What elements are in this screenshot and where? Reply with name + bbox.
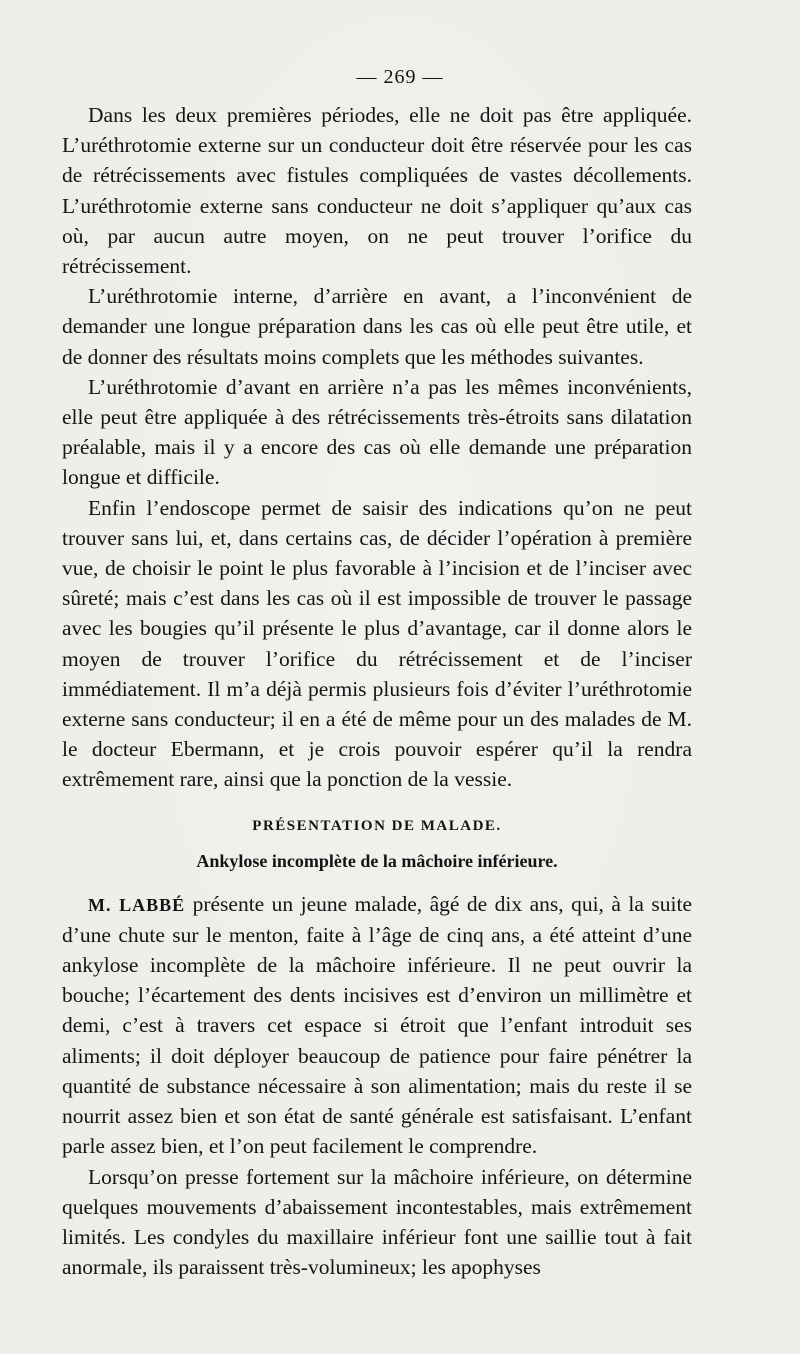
page-number: — 269 — bbox=[356, 66, 444, 88]
page-body bbox=[62, 100, 692, 1282]
paragraph: Lorsqu’on presse fortement sur la mâchoire inférieure, on détermine quelques mouvements d’abaissement incontestables, mais extrêmement limités. Les condyles du maxillaire inférieur font une saillie tout à fait anormale, ils paraissent très-volumineux; les apophyses bbox=[62, 1164, 692, 1280]
paragraph: L’uréthrotomie d’avant en arrière n’a pas les mêmes inconvénients, elle peut être appliquée à des rétrécissements très-étroits sans dilatation préalable, mais il y a encore des cas où elle demande une préparation longue et difficile. bbox=[62, 374, 692, 490]
paragraph: L’uréthrotomie interne, d’arrière en avant, a l’inconvénient de demander une longue préparation dans les cas où elle peut être utile, et de donner des résultats moins complets que les méthodes suivantes. bbox=[62, 284, 692, 369]
paragraph-text: présente un jeune malade, âgé de dix ans, qui, à la suite d’une chute sur le menton, faite à l’âge de cinq ans, a été atteint d’une ankylose incomplète de la mâchoire inférieure. Il ne peut ouvrir la bouche; l’écartement des dents incisives est d’environ un millimètre et demi, c’est à travers cet espace si étroit que l’enfant introduit ses aliments; il doit déployer beaucoup de patience pour faire pénétrer la quantité de substance nécessaire à son alimentation; mais du reste il se nourrit assez bien et son état de santé générale est satisfaisant. L’enfant parle assez bien, et l’on peut facilement le comprendre. bbox=[62, 891, 692, 1159]
paragraph bbox=[62, 889, 692, 1162]
subsection-title: Ankylose incomplète de la mâchoire inférieure. bbox=[196, 850, 558, 871]
section-title: PRÉSENTATION DE MALADE. bbox=[252, 817, 502, 834]
paragraph: Enfin l’endoscope permet de saisir des indications qu’on ne peut trouver sans lui, et, dans certains cas, de décider l’opération à première vue, de choisir le point le plus favorable à l’incision et de l’inciser avec sûreté; mais c’est dans les cas où il est impossible de trouver le passage avec les bougies qu’il présente le plus d’avantage, car il donne alors le moyen de trouver l’orifice du rétrécissement et de l’inciser immédiatement. Il m’a déjà permis plusieurs fois d’éviter l’uréthrotomie externe sans conducteur; il en a été de même pour un des malades de M. le docteur Ebermann, et je crois pouvoir espérer qu’il la rendra extrêmement rare, ainsi que la ponction de la vessie. bbox=[62, 495, 692, 792]
speaker-name: M. LABBÉ bbox=[88, 894, 186, 915]
paragraph: Dans les deux premières périodes, elle ne doit pas être appliquée. L’uréthrotomie externe sur un conducteur doit être réservée pour les cas de rétrécissements avec fistules compliquées de vastes décollements. L’uréthrotomie externe sans conducteur ne doit s’appliquer qu’aux cas où, par aucun autre moyen, on ne peut trouver l’orifice du rétrécissement. bbox=[62, 103, 692, 279]
